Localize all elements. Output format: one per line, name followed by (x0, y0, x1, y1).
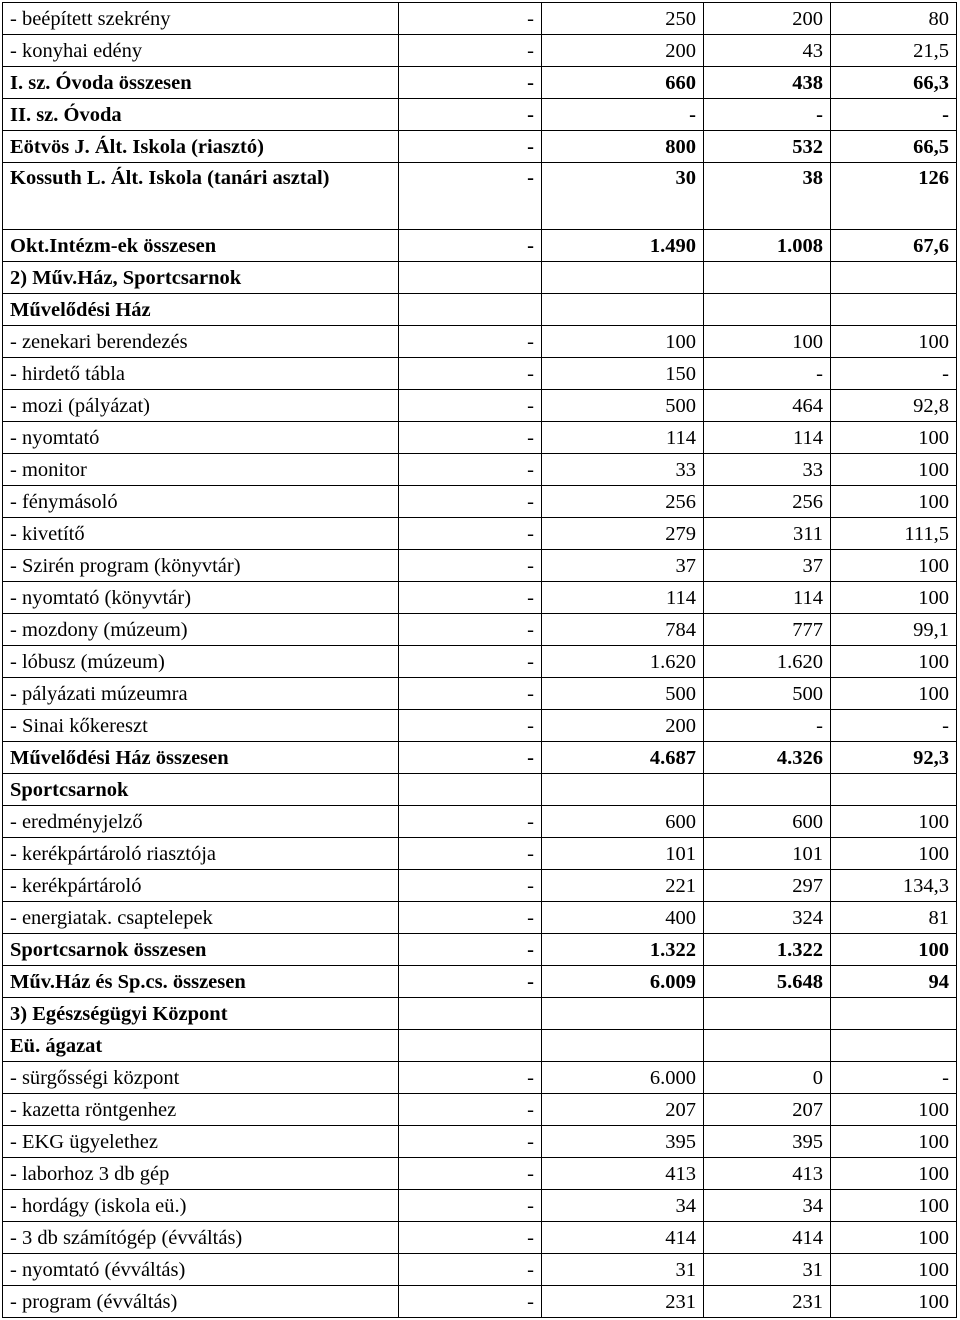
column-4-cell: 67,6 (831, 230, 957, 262)
item-name-cell: Eötvös J. Ált. Iskola (riasztó) (3, 131, 399, 163)
column-1-cell: - (399, 902, 542, 934)
column-1-cell: - (399, 99, 542, 131)
table-row (3, 614, 957, 646)
table-row (3, 774, 957, 806)
column-2-cell: 1.490 (542, 230, 704, 262)
column-2-cell: 150 (542, 358, 704, 390)
column-2-cell: 33 (542, 454, 704, 486)
table-row (3, 294, 957, 326)
item-name-cell: - energiatak. csaptelepek (3, 902, 399, 934)
column-1-cell: - (399, 934, 542, 966)
column-2-cell: 6.000 (542, 1062, 704, 1094)
column-4-cell: 100 (831, 1222, 957, 1254)
column-1-cell: - (399, 966, 542, 998)
column-2-cell: 30 (542, 163, 704, 230)
column-3-cell: 4.326 (704, 742, 831, 774)
column-4-cell: - (831, 1062, 957, 1094)
column-4-cell: 100 (831, 422, 957, 454)
column-3-cell: 297 (704, 870, 831, 902)
item-name-cell: - zenekari berendezés (3, 326, 399, 358)
column-2-cell: 114 (542, 582, 704, 614)
column-3-cell: 464 (704, 390, 831, 422)
table-row (3, 966, 957, 998)
column-2-cell: 34 (542, 1190, 704, 1222)
column-3-cell: 38 (704, 163, 831, 230)
column-1-cell (399, 262, 542, 294)
item-name-cell: - fénymásoló (3, 486, 399, 518)
item-name-cell: Sportcsarnok (3, 774, 399, 806)
item-name-cell: - konyhai edény (3, 35, 399, 67)
column-1-cell: - (399, 1126, 542, 1158)
budget-table-body (3, 3, 957, 1318)
column-4-cell (831, 294, 957, 326)
column-4-cell: - (831, 710, 957, 742)
column-4-cell: 100 (831, 1190, 957, 1222)
column-3-cell: 31 (704, 1254, 831, 1286)
item-name-cell: - kerékpártároló (3, 870, 399, 902)
table-row (3, 1190, 957, 1222)
column-1-cell: - (399, 870, 542, 902)
column-3-cell: 114 (704, 422, 831, 454)
column-2-cell: 395 (542, 1126, 704, 1158)
item-name-cell: - kazetta röntgenhez (3, 1094, 399, 1126)
table-row (3, 1126, 957, 1158)
column-4-cell: - (831, 99, 957, 131)
column-1-cell (399, 774, 542, 806)
item-name-cell: - 3 db számítógép (évváltás) (3, 1222, 399, 1254)
column-2-cell: 100 (542, 326, 704, 358)
column-3-cell: 0 (704, 1062, 831, 1094)
column-1-cell: - (399, 486, 542, 518)
item-name-cell: - eredményjelző (3, 806, 399, 838)
column-2-cell: 256 (542, 486, 704, 518)
column-4-cell: 100 (831, 934, 957, 966)
column-1-cell: - (399, 131, 542, 163)
column-3-cell: 43 (704, 35, 831, 67)
column-3-cell (704, 1030, 831, 1062)
table-row (3, 67, 957, 99)
column-3-cell: - (704, 710, 831, 742)
column-1-cell: - (399, 582, 542, 614)
column-3-cell: 777 (704, 614, 831, 646)
table-row (3, 1030, 957, 1062)
column-2-cell (542, 262, 704, 294)
column-4-cell: 66,3 (831, 67, 957, 99)
column-3-cell: 34 (704, 1190, 831, 1222)
item-name-cell: - beépített szekrény (3, 3, 399, 35)
item-name-cell: 3) Egészségügyi Központ (3, 998, 399, 1030)
table-row (3, 422, 957, 454)
item-name-cell: Művelődési Ház összesen (3, 742, 399, 774)
column-2-cell: - (542, 99, 704, 131)
column-3-cell: 600 (704, 806, 831, 838)
item-name-cell: - sürgősségi központ (3, 1062, 399, 1094)
column-2-cell (542, 998, 704, 1030)
column-4-cell (831, 774, 957, 806)
item-name-cell: - Szirén program (könyvtár) (3, 550, 399, 582)
column-4-cell: 94 (831, 966, 957, 998)
item-name-cell: - nyomtató (évváltás) (3, 1254, 399, 1286)
column-3-cell: 101 (704, 838, 831, 870)
budget-table (2, 2, 957, 1318)
item-name-cell: I. sz. Óvoda összesen (3, 67, 399, 99)
item-name-cell: II. sz. Óvoda (3, 99, 399, 131)
column-2-cell (542, 294, 704, 326)
column-4-cell: - (831, 358, 957, 390)
column-1-cell: - (399, 35, 542, 67)
item-name-cell: - kivetítő (3, 518, 399, 550)
column-2-cell: 600 (542, 806, 704, 838)
column-4-cell: 100 (831, 1094, 957, 1126)
column-4-cell: 100 (831, 550, 957, 582)
table-row (3, 35, 957, 67)
column-1-cell: - (399, 614, 542, 646)
column-2-cell: 413 (542, 1158, 704, 1190)
column-3-cell (704, 774, 831, 806)
table-row (3, 870, 957, 902)
column-3-cell (704, 294, 831, 326)
column-2-cell: 207 (542, 1094, 704, 1126)
item-name-cell: - pályázati múzeumra (3, 678, 399, 710)
column-4-cell: 81 (831, 902, 957, 934)
column-4-cell: 100 (831, 646, 957, 678)
table-row (3, 838, 957, 870)
column-1-cell: - (399, 1158, 542, 1190)
item-name-cell: 2) Műv.Ház, Sportcsarnok (3, 262, 399, 294)
column-2-cell: 1.322 (542, 934, 704, 966)
item-name-cell: Kossuth L. Ált. Iskola (tanári asztal) (3, 163, 399, 230)
item-name-cell: - lóbusz (múzeum) (3, 646, 399, 678)
column-4-cell: 80 (831, 3, 957, 35)
table-row (3, 550, 957, 582)
table-row (3, 390, 957, 422)
column-1-cell: - (399, 358, 542, 390)
column-2-cell: 800 (542, 131, 704, 163)
table-row (3, 99, 957, 131)
item-name-cell: - kerékpártároló riasztója (3, 838, 399, 870)
column-2-cell: 1.620 (542, 646, 704, 678)
column-3-cell: 414 (704, 1222, 831, 1254)
column-1-cell: - (399, 1286, 542, 1318)
column-1-cell (399, 998, 542, 1030)
column-3-cell: 324 (704, 902, 831, 934)
column-1-cell: - (399, 1254, 542, 1286)
column-3-cell: 1.620 (704, 646, 831, 678)
table-row (3, 582, 957, 614)
table-row (3, 131, 957, 163)
item-name-cell: - Sinai kőkereszt (3, 710, 399, 742)
item-name-cell: Okt.Intézm-ek összesen (3, 230, 399, 262)
item-name-cell: Eü. ágazat (3, 1030, 399, 1062)
column-4-cell: 100 (831, 1126, 957, 1158)
column-1-cell: - (399, 1094, 542, 1126)
table-row (3, 998, 957, 1030)
item-name-cell: Művelődési Ház (3, 294, 399, 326)
table-row (3, 1254, 957, 1286)
column-1-cell: - (399, 454, 542, 486)
column-1-cell: - (399, 422, 542, 454)
column-4-cell: 100 (831, 454, 957, 486)
column-3-cell: 1.322 (704, 934, 831, 966)
column-1-cell: - (399, 326, 542, 358)
item-name-cell: - nyomtató (könyvtár) (3, 582, 399, 614)
item-name-cell: Sportcsarnok összesen (3, 934, 399, 966)
column-4-cell (831, 262, 957, 294)
column-1-cell: - (399, 518, 542, 550)
table-row (3, 518, 957, 550)
column-3-cell: 532 (704, 131, 831, 163)
column-3-cell: 114 (704, 582, 831, 614)
item-name-cell: - mozdony (múzeum) (3, 614, 399, 646)
item-name-cell: Műv.Ház és Sp.cs. összesen (3, 966, 399, 998)
column-1-cell: - (399, 163, 542, 230)
column-4-cell: 100 (831, 678, 957, 710)
column-2-cell: 784 (542, 614, 704, 646)
column-2-cell: 500 (542, 390, 704, 422)
table-row (3, 262, 957, 294)
column-3-cell: 5.648 (704, 966, 831, 998)
column-4-cell: 100 (831, 806, 957, 838)
column-4-cell: 126 (831, 163, 957, 230)
table-row (3, 646, 957, 678)
table-row (3, 326, 957, 358)
column-4-cell: 100 (831, 838, 957, 870)
column-2-cell: 414 (542, 1222, 704, 1254)
column-1-cell: - (399, 742, 542, 774)
column-3-cell: 1.008 (704, 230, 831, 262)
column-2-cell: 500 (542, 678, 704, 710)
column-2-cell: 231 (542, 1286, 704, 1318)
column-3-cell: - (704, 358, 831, 390)
column-1-cell: - (399, 3, 542, 35)
column-2-cell (542, 774, 704, 806)
column-4-cell: 92,3 (831, 742, 957, 774)
column-4-cell: 100 (831, 486, 957, 518)
table-row (3, 742, 957, 774)
column-3-cell: 207 (704, 1094, 831, 1126)
column-4-cell: 100 (831, 582, 957, 614)
column-3-cell: 395 (704, 1126, 831, 1158)
column-3-cell: 200 (704, 3, 831, 35)
column-4-cell (831, 998, 957, 1030)
column-1-cell: - (399, 550, 542, 582)
column-3-cell: 231 (704, 1286, 831, 1318)
column-1-cell: - (399, 230, 542, 262)
column-4-cell: 100 (831, 1254, 957, 1286)
column-1-cell: - (399, 838, 542, 870)
column-2-cell: 31 (542, 1254, 704, 1286)
column-1-cell (399, 1030, 542, 1062)
column-2-cell: 6.009 (542, 966, 704, 998)
column-4-cell (831, 1030, 957, 1062)
column-1-cell: - (399, 390, 542, 422)
item-name-cell: - nyomtató (3, 422, 399, 454)
column-3-cell: 33 (704, 454, 831, 486)
column-4-cell: 100 (831, 1158, 957, 1190)
column-3-cell: 438 (704, 67, 831, 99)
column-4-cell: 92,8 (831, 390, 957, 422)
column-3-cell (704, 262, 831, 294)
column-3-cell: 100 (704, 326, 831, 358)
item-name-cell: - mozi (pályázat) (3, 390, 399, 422)
column-2-cell: 250 (542, 3, 704, 35)
table-row (3, 806, 957, 838)
column-1-cell: - (399, 1062, 542, 1094)
table-row (3, 1062, 957, 1094)
table-row (3, 1094, 957, 1126)
column-2-cell: 221 (542, 870, 704, 902)
column-2-cell: 101 (542, 838, 704, 870)
table-row (3, 902, 957, 934)
item-name-cell: - laborhoz 3 db gép (3, 1158, 399, 1190)
item-name-cell: - hordágy (iskola eü.) (3, 1190, 399, 1222)
table-row (3, 934, 957, 966)
column-4-cell: 66,5 (831, 131, 957, 163)
column-2-cell: 279 (542, 518, 704, 550)
table-row (3, 163, 957, 230)
column-1-cell: - (399, 67, 542, 99)
column-1-cell: - (399, 710, 542, 742)
column-4-cell: 100 (831, 1286, 957, 1318)
column-1-cell (399, 294, 542, 326)
table-row (3, 710, 957, 742)
item-name-cell: - EKG ügyelethez (3, 1126, 399, 1158)
column-3-cell: 256 (704, 486, 831, 518)
column-2-cell: 114 (542, 422, 704, 454)
column-4-cell: 100 (831, 326, 957, 358)
column-3-cell: 413 (704, 1158, 831, 1190)
column-4-cell: 134,3 (831, 870, 957, 902)
table-row (3, 678, 957, 710)
column-2-cell: 200 (542, 35, 704, 67)
table-row (3, 1222, 957, 1254)
table-row (3, 1286, 957, 1318)
column-1-cell: - (399, 1222, 542, 1254)
table-row (3, 358, 957, 390)
table-row (3, 1158, 957, 1190)
column-3-cell: 37 (704, 550, 831, 582)
column-2-cell: 200 (542, 710, 704, 742)
column-4-cell: 111,5 (831, 518, 957, 550)
column-2-cell: 4.687 (542, 742, 704, 774)
column-4-cell: 21,5 (831, 35, 957, 67)
column-3-cell (704, 998, 831, 1030)
column-2-cell: 400 (542, 902, 704, 934)
item-name-cell: - hirdető tábla (3, 358, 399, 390)
table-row (3, 230, 957, 262)
column-3-cell: - (704, 99, 831, 131)
column-1-cell: - (399, 646, 542, 678)
table-row (3, 454, 957, 486)
table-row (3, 486, 957, 518)
column-1-cell: - (399, 1190, 542, 1222)
column-3-cell: 500 (704, 678, 831, 710)
item-name-cell: - program (évváltás) (3, 1286, 399, 1318)
column-4-cell: 99,1 (831, 614, 957, 646)
item-name-cell: - monitor (3, 454, 399, 486)
column-2-cell: 660 (542, 67, 704, 99)
column-1-cell: - (399, 678, 542, 710)
column-1-cell: - (399, 806, 542, 838)
column-2-cell (542, 1030, 704, 1062)
column-2-cell: 37 (542, 550, 704, 582)
table-row (3, 3, 957, 35)
column-3-cell: 311 (704, 518, 831, 550)
